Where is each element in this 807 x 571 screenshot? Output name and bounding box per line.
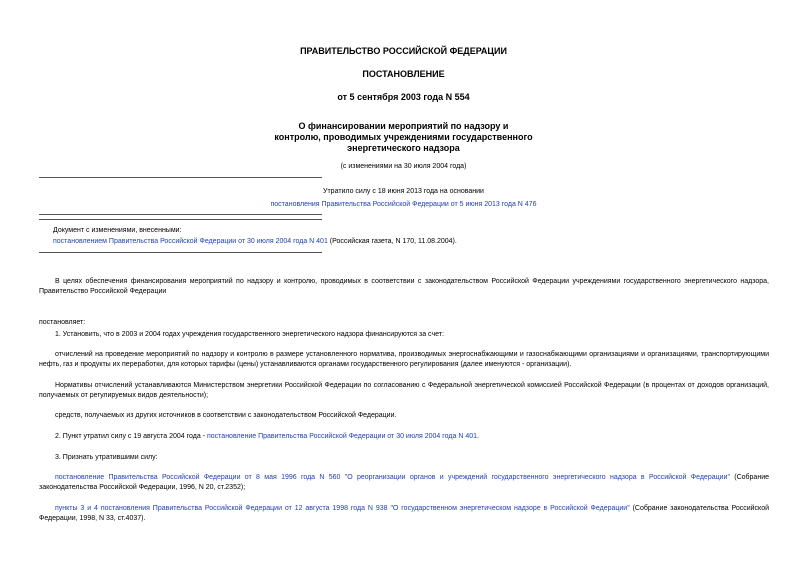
item-2-text: 2. Пункт утратил силу с 19 августа 2004 года -	[55, 433, 207, 440]
divider	[39, 219, 322, 220]
preamble: В целях обеспечения финансирования мероприятий по надзору и контролю, проводимых в соответствии с законодательством Российской Федерации учреждениями государственного энергетического надзора, Правительство Российской Федерации	[39, 278, 769, 295]
title-line-1: О финансировании мероприятий по надзору и	[298, 121, 509, 131]
title-line-2: контролю, проводимых учреждениями государственного	[274, 132, 533, 142]
item-1: 1. Установить, что в 2003 и 2004 годах учреждения государственного энергетического надзора финансируются за счет:	[55, 331, 444, 338]
lost-force-link[interactable]: постановления Правительства Российской Федерации от 5 июня 2013 года N 476	[270, 201, 537, 208]
issuing-authority: ПРАВИТЕЛЬСТВО РОССИЙСКОЙ ФЕДЕРАЦИИ	[300, 46, 507, 56]
item-3-b	[39, 504, 769, 524]
item-3-b-link[interactable]: пункты 3 и 4 постановления Правительства Российской Федерации от 12 августа 1998 года N 938 "О государственном энергетическом надзоре в Российской Федерации"	[55, 505, 630, 512]
document-title	[0, 121, 807, 154]
document-date-number: от 5 сентября 2003 года N 554	[337, 92, 470, 102]
changes-intro: Документ с изменениями, внесенными:	[53, 227, 182, 234]
item-2-link[interactable]: постановление Правительства Российской Федерации от 30 июля 2004 года N 401	[206, 433, 478, 440]
item-3-a-text: (Собрание законодательства Российской Федерации, 1996, N 20, ст.2352);	[39, 474, 769, 491]
changes-line	[53, 237, 457, 247]
item-1-norm: Нормативы отчислений устанавливаются Министерством энергетики Российской Федерации по согласованию с Федеральной энергетической комиссией Российской Федерации (в процентах от доходов организаций, получаемых от регулируемых видов деятельности);	[39, 382, 769, 399]
divider	[39, 252, 322, 253]
document-type: ПОСТАНОВЛЕНИЕ	[362, 69, 445, 79]
divider	[39, 214, 322, 215]
item-2-end: .	[477, 433, 479, 440]
lost-force-text: Утратило силу с 18 июня 2013 года на основании	[323, 188, 484, 195]
changes-link[interactable]: постановлением Правительства Российской Федерации от 30 июля 2004 года N 401	[53, 238, 328, 245]
item-1-b: средств, получаемых из других источников в соответствии с законодательством Российской Федерации.	[55, 412, 397, 419]
item-3-b-text: (Собрание законодательства Российской Федерации, 1998, N 33, ст.4037).	[39, 505, 769, 522]
title-line-3: энергетического надзора	[347, 143, 460, 153]
item-3-a-link[interactable]: постановление Правительства Российской Федерации от 8 мая 1996 года N 560 "О реорганизации органов и учреждений государственного энергетического надзора в Российской Федерации"	[55, 474, 730, 481]
changes-source: (Российская газета, N 170, 11.08.2004).	[327, 238, 457, 245]
item-2	[39, 432, 769, 442]
item-3: 3. Признать утратившими силу:	[55, 454, 158, 461]
amendments-note: (с изменениями на 30 июля 2004 года)	[340, 163, 467, 170]
item-3-a	[39, 473, 769, 493]
resolves: постановляет:	[39, 319, 86, 326]
divider	[39, 177, 322, 178]
item-1-a: отчислений на проведение мероприятий по надзору и контролю в размере установленного норматива, производимых энергоснабжающими и газоснабжающими организациями и организациями, транспортирующими нефть, газ и продукты их переработки, для которых тарифы (цены) устанавливаются органами государственного регулирования (далее именуются - организации).	[39, 351, 769, 368]
